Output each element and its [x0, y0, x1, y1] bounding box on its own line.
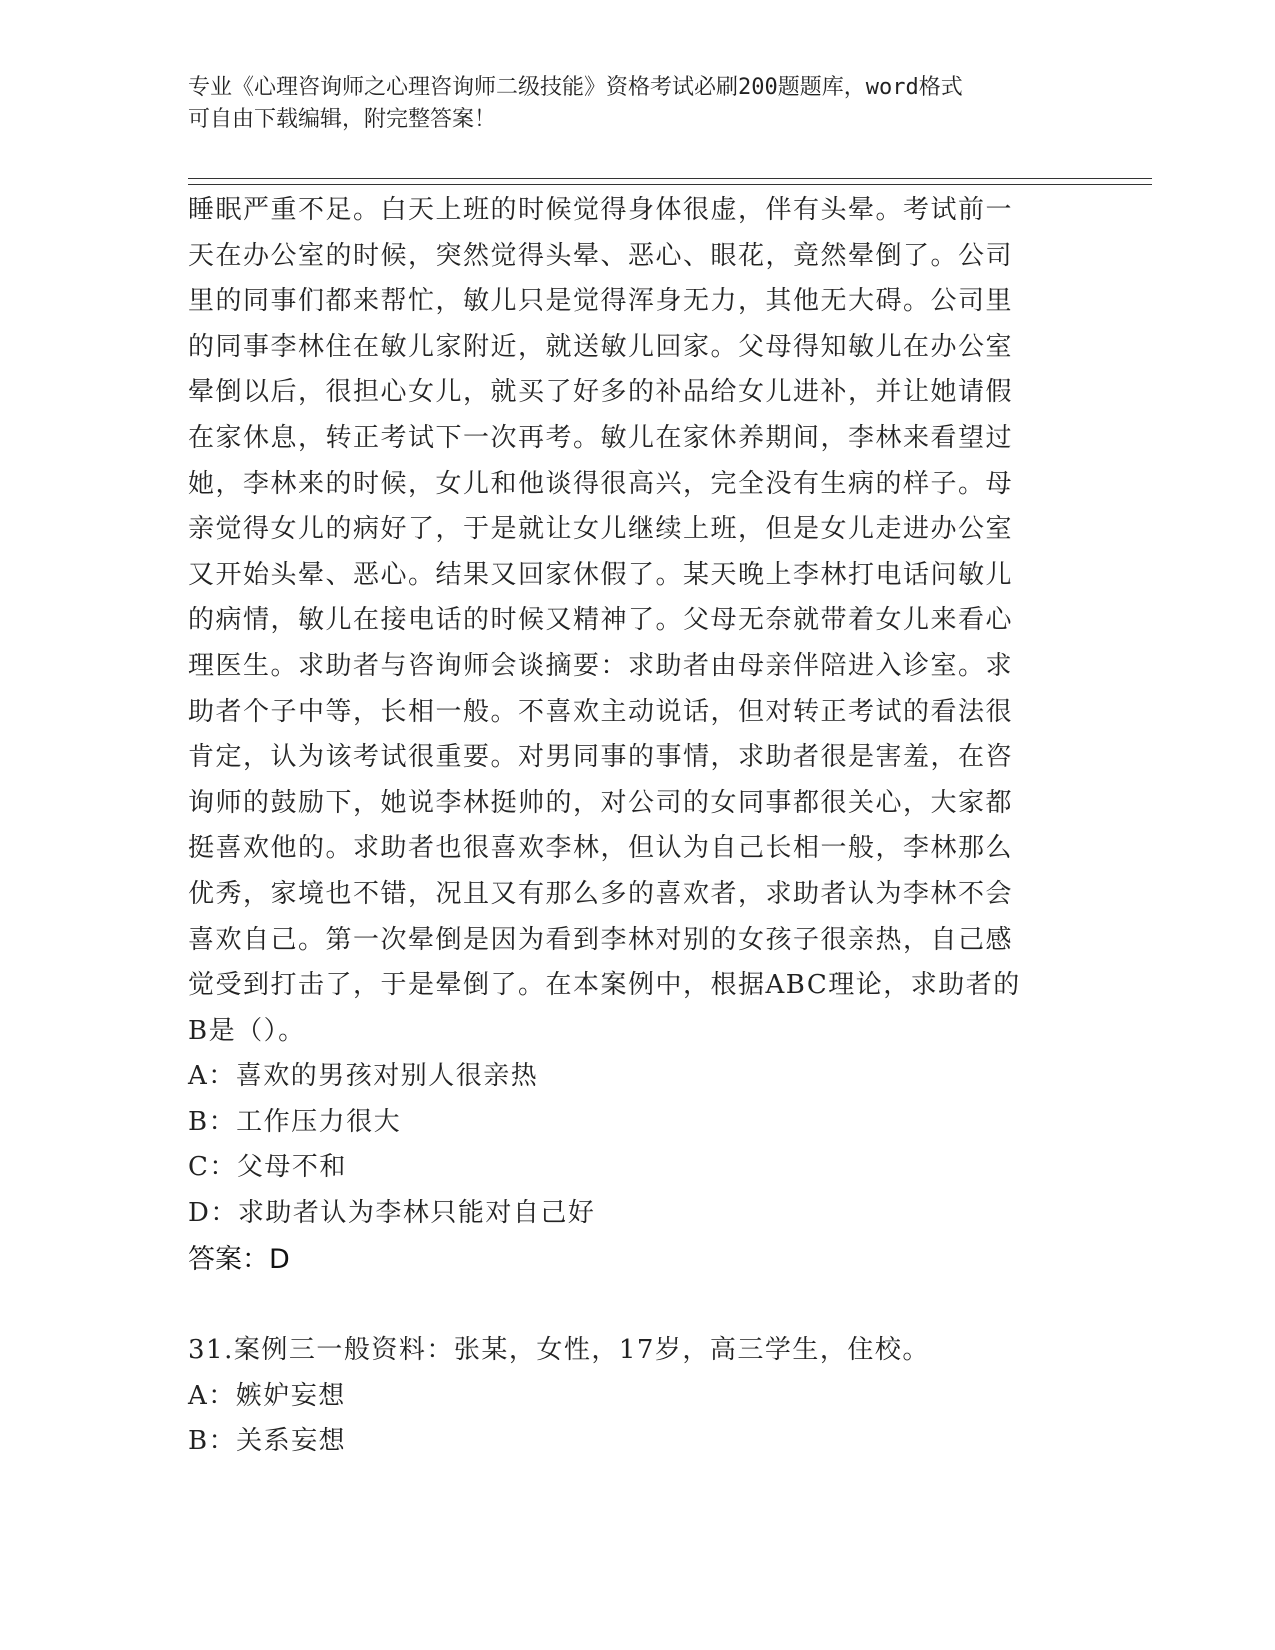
header-line-2: 可自由下载编辑，附完整答案！ — [188, 107, 497, 132]
stem-line: 觉受到打击了，于是晕倒了。在本案例中，根据ABC理论，求助者的 — [188, 970, 1021, 1001]
stem-line: 理医生。求助者与咨询师会谈摘要：求助者由母亲伴陪进入诊室。求 — [188, 650, 1014, 681]
stem-line: 她，李林来的时候，女儿和他谈得很高兴，完全没有生病的样子。母 — [188, 468, 1014, 499]
header-divider-bottom — [188, 184, 1152, 185]
question-31 — [188, 1328, 1068, 1465]
stem-line: 助者个子中等，长相一般。不喜欢主动说话，但对转正考试的看法很 — [188, 696, 1014, 727]
stem-line: 挺喜欢他的。求助者也很喜欢李林，但认为自己长相一般，李林那么 — [188, 833, 1014, 864]
option-b: B：工作压力很大 — [188, 1106, 402, 1137]
stem-line: 亲觉得女儿的病好了，于是就让女儿继续上班，但是女儿走进办公室 — [188, 514, 1014, 545]
question-stem — [188, 188, 1068, 1054]
stem-line: 晕倒以后，很担心女儿，就买了好多的补品给女儿进补，并让她请假 — [188, 377, 1014, 408]
stem-line: B是（）。 — [188, 1015, 306, 1046]
stem-line: 里的同事们都来帮忙，敏儿只是觉得浑身无力，其他无大碍。公司里 — [188, 286, 1014, 317]
header-divider-top — [188, 178, 1152, 179]
stem-line: 又开始头晕、恶心。结果又回家休假了。某天晚上李林打电话问敏儿 — [188, 559, 1014, 590]
option-a: A：喜欢的男孩对别人很亲热 — [188, 1061, 539, 1092]
stem-line: 的病情，敏儿在接电话的时候又精神了。父母无奈就带着女儿来看心 — [188, 605, 1014, 636]
stem-line: 肯定，认为该考试很重要。对男同事的事情，求助者很是害羞，在咨 — [188, 742, 1014, 773]
page-content — [188, 188, 1068, 1465]
option-c: C：父母不和 — [188, 1152, 347, 1183]
stem-line: 在家休息，转正考试下一次再考。敏儿在家休养期间，李林来看望过 — [188, 422, 1014, 453]
stem-line: 睡眠严重不足。白天上班的时候觉得身体很虚，伴有头晕。考试前一 — [188, 195, 1014, 225]
option-a: A：嫉妒妄想 — [188, 1380, 346, 1411]
answer-key: 答案：D — [188, 1243, 290, 1275]
document-header — [188, 72, 1068, 136]
stem-line: 天在办公室的时候，突然觉得头晕、恶心、眼花，竟然晕倒了。公司 — [188, 240, 1014, 271]
header-line-1: 专业《心理咨询师之心理咨询师二级技能》资格考试必刷200题题库，word格式 — [188, 75, 963, 100]
option-d: D：求助者认为李林只能对自己好 — [188, 1198, 596, 1229]
question-31-stem: 31.案例三一般资料：张某，女性，17岁，高三学生，住校。 — [188, 1335, 930, 1366]
option-b: B：关系妄想 — [188, 1426, 347, 1457]
stem-line: 询师的鼓励下，她说李林挺帅的，对公司的女同事都很关心，大家都 — [188, 787, 1014, 818]
stem-line: 的同事李林住在敏儿家附近，就送敏儿回家。父母得知敏儿在办公室 — [188, 331, 1014, 362]
stem-line: 喜欢自己。第一次晕倒是因为看到李林对别的女孩子很亲热，自己感 — [188, 924, 1014, 955]
stem-line: 优秀，家境也不错，况且又有那么多的喜欢者，求助者认为李林不会 — [188, 878, 1014, 909]
